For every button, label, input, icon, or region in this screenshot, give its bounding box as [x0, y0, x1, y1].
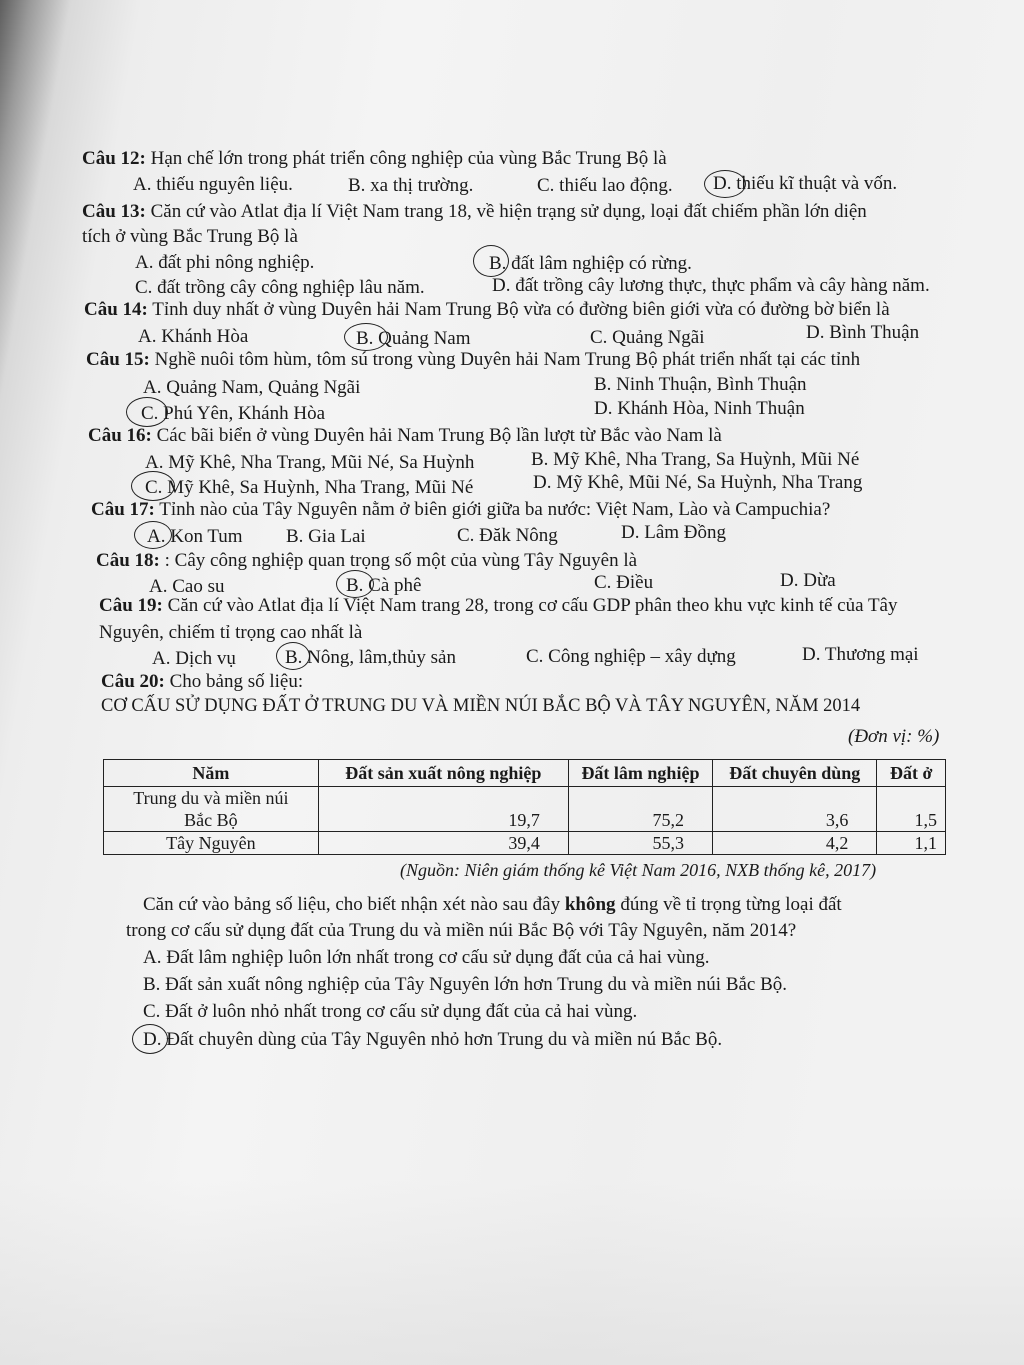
row-name: Tây Nguyên [104, 832, 319, 855]
q17-label: Câu 17: [91, 499, 155, 520]
q12-text: Hạn chế lớn trong phát triển công nghiệp của vùng Bắc Trung Bộ là [150, 148, 667, 169]
table-cell: 1,1 [877, 832, 946, 855]
q19-option-a: A. Dịch vụ [152, 648, 236, 669]
header-nam: Năm [104, 760, 319, 787]
q16-label: Câu 16: [88, 425, 152, 446]
q12-label: Câu 12: [82, 148, 146, 169]
row-name-line1: Trung du và miền núi [133, 788, 289, 808]
table-title: CƠ CẤU SỬ DỤNG ĐẤT Ở TRUNG DU VÀ MIỀN NÚI BẮC BỘ VÀ TÂY NGUYÊN, NĂM 2014 [101, 696, 861, 716]
table-cell: 3,6 [713, 787, 877, 832]
q20-stem [101, 671, 303, 693]
q20-option-a: A. Đất lâm nghiệp luôn lớn nhất trong cơ cấu sử dụng đất của cả hai vùng. [143, 947, 710, 968]
q17-option-a: A. Kon Tum [147, 526, 243, 547]
q16-text: Các bãi biển ở vùng Duyên hải Nam Trung Bộ lần lượt từ Bắc vào Nam là [156, 425, 722, 446]
q13-option-b: B. đất lâm nghiệp có rừng. [489, 253, 692, 274]
q16-answer-circle [131, 471, 175, 501]
q18-label: Câu 18: [96, 550, 160, 571]
q13-answer-circle [473, 245, 509, 277]
q15-option-c: C. Phú Yên, Khánh Hòa [141, 403, 325, 424]
q18-answer-circle [336, 570, 374, 598]
q16-option-c: C. Mỹ Khê, Sa Huỳnh, Nha Trang, Mũi Né [145, 477, 474, 498]
q20-option-b: B. Đất sản xuất nông nghiệp của Tây Nguyên lớn hơn Trung du và miền núi Bắc Bộ. [143, 974, 788, 995]
q16-stem [88, 425, 722, 447]
q17-stem [91, 499, 830, 521]
table-cell: 39,4 [318, 832, 568, 855]
q12-option-d: D. thiếu kĩ thuật và vốn. [713, 173, 898, 194]
q15-text: Nghề nuôi tôm hùm, tôm sú trong vùng Duyên hải Nam Trung Bộ phát triển nhất tại các tỉnh [154, 349, 861, 370]
q14-option-a: A. Khánh Hòa [138, 326, 249, 347]
q16-option-b: B. Mỹ Khê, Nha Trang, Sa Huỳnh, Mũi Né [531, 449, 860, 470]
q17-option-c: C. Đăk Nông [457, 525, 558, 546]
q14-stem [84, 299, 890, 321]
q17-text: Tỉnh nào của Tây Nguyên nằm ở biên giới giữa ba nước: Việt Nam, Lào và Campuchia? [159, 499, 831, 520]
paper-shadow [0, 1180, 1024, 1365]
q14-option-c: C. Quảng Ngãi [590, 327, 705, 348]
q18-text: : Cây công nghiệp quan trọng số một của vùng Tây Nguyên là [164, 550, 638, 571]
q20-question-bold: không [564, 894, 616, 915]
q14-option-d: D. Bình Thuận [806, 322, 920, 343]
q17-answer-circle [134, 521, 172, 549]
q17-option-d: D. Lâm Đồng [621, 522, 727, 543]
row-name-line2: Bắc Bộ [184, 810, 238, 830]
q19-label: Câu 19: [99, 595, 163, 616]
q19-stem [99, 595, 898, 617]
q20-label: Câu 20: [101, 671, 165, 692]
q14-answer-circle [344, 323, 388, 351]
q15-option-a: A. Quảng Nam, Quảng Ngãi [143, 377, 361, 398]
q16-option-d: D. Mỹ Khê, Mũi Né, Sa Huỳnh, Nha Trang [533, 472, 863, 493]
q14-option-b: B. Quảng Nam [356, 328, 471, 349]
table-cell: 4,2 [713, 832, 877, 855]
q18-stem [96, 550, 637, 572]
header-dat-nong-nghiep: Đất sản xuất nông nghiệp [318, 760, 568, 787]
header-dat-lam-nghiep: Đất lâm nghiệp [568, 760, 712, 787]
q13-option-c: C. đất trồng cây công nghiệp lâu năm. [135, 277, 425, 298]
header-dat-chuyen-dung: Đất chuyên dùng [713, 760, 877, 787]
q20-question-line2: trong cơ cấu sử dụng đất của Trung du và miền núi Bắc Bộ với Tây Nguyên, năm 2014? [126, 920, 797, 941]
row-name [104, 787, 319, 832]
table-cell: 1,5 [877, 787, 946, 832]
table-cell: 19,7 [318, 787, 568, 832]
q20-option-d: D. Đất chuyên dùng của Tây Nguyên nhỏ hơn Trung du và miền nú Bắc Bộ. [143, 1029, 723, 1050]
q17-option-b: B. Gia Lai [286, 526, 366, 547]
table-cell: 55,3 [568, 832, 712, 855]
table-cell: 75,2 [568, 787, 712, 832]
q12-option-c: C. thiếu lao động. [537, 175, 673, 196]
q15-stem [86, 349, 860, 371]
table-row [104, 787, 946, 832]
q18-option-b: B. Cà phê [346, 575, 422, 596]
q15-label: Câu 15: [86, 349, 150, 370]
q12-answer-circle [704, 170, 746, 198]
q13-text: Căn cứ vào Atlat địa lí Việt Nam trang 18, về hiện trạng sử dụng, loại đất chiếm phần lớn diện [150, 201, 867, 222]
q15-option-b: B. Ninh Thuận, Bình Thuận [594, 374, 807, 395]
q18-option-c: C. Điều [594, 572, 654, 593]
q12-option-a: A. thiếu nguyên liệu. [133, 174, 293, 195]
q19-option-b: B. Nông, lâm,thủy sản [285, 647, 456, 668]
q15-answer-circle [126, 397, 168, 427]
q15-option-d: D. Khánh Hòa, Ninh Thuận [594, 398, 805, 419]
q13-stem [82, 201, 867, 223]
q18-option-d: D. Dừa [780, 570, 836, 591]
q19-text: Căn cứ vào Atlat địa lí Việt Nam trang 28, trong cơ cấu GDP phân theo khu vực kinh tế của Tây [167, 595, 898, 616]
q19-answer-circle [276, 642, 310, 670]
q18-option-a: A. Cao su [149, 576, 225, 597]
q20-answer-circle [132, 1024, 168, 1054]
q13-stem-line2: tích ở vùng Bắc Trung Bộ là [82, 226, 298, 247]
table-source: (Nguồn: Niên giám thống kê Việt Nam 2016, NXB thống kê, 2017) [400, 860, 877, 880]
q12-option-b: B. xa thị trường. [348, 175, 474, 196]
q20-option-c: C. Đất ở luôn nhỏ nhất trong cơ cấu sử dụng đất của cả hai vùng. [143, 1001, 638, 1022]
q20-question-post: đúng về tỉ trọng từng loại đất [620, 894, 842, 915]
q19-option-d: D. Thương mại [802, 644, 919, 665]
q20-text: Cho bảng số liệu: [169, 671, 304, 692]
table-unit: (Đơn vị: %) [848, 726, 940, 747]
q13-option-d: D. đất trồng cây lương thực, thực phẩm và cây hàng năm. [492, 275, 930, 296]
q14-label: Câu 14: [84, 299, 148, 320]
table-header-row [104, 760, 946, 787]
q20-question [143, 894, 842, 916]
q20-question-pre: Căn cứ vào bảng số liệu, cho biết nhận xét nào sau đây [143, 894, 561, 915]
q13-label: Câu 13: [82, 201, 146, 222]
q12-stem [82, 148, 667, 170]
q19-option-c: C. Công nghiệp – xây dựng [526, 646, 736, 667]
q13-option-a: A. đất phi nông nghiệp. [135, 252, 315, 273]
q14-text: Tỉnh duy nhất ở vùng Duyên hải Nam Trung Bộ vừa có đường biên giới vừa có đường bờ biển là [152, 299, 890, 320]
table-row [104, 832, 946, 855]
q19-stem-line2: Nguyên, chiếm tỉ trọng cao nhất là [99, 622, 363, 643]
q16-option-a: A. Mỹ Khê, Nha Trang, Mũi Né, Sa Huỳnh [145, 452, 475, 473]
land-use-table [103, 759, 946, 855]
header-dat-o: Đất ở [877, 760, 946, 787]
